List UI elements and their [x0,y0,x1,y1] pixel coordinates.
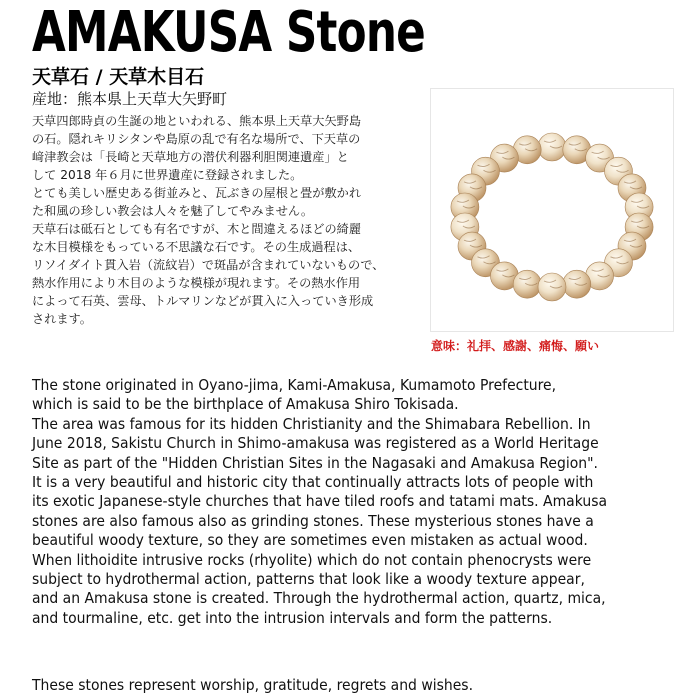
english-description [32,376,682,628]
jp-line: な木目模様をもっている不思議な石です。その生成過程は、 [32,240,361,254]
en-line: The stone originated in Oyano-jima, Kami-Amakusa, Kumamoto Prefecture, [32,376,557,394]
en-line: beautiful woody texture, so they are sometimes even mistaken as actual wood. [32,531,588,550]
jp-line: 熱水作用により木目のような模様が現れます。その熱水作用 [32,276,361,290]
english-closing: These stones represent worship, gratitude, regrets and wishes. [32,676,474,694]
en-line: and tourmaline, etc. get into the intrusion intervals and form the patterns. [32,608,553,627]
jp-line: リソイダイト貫入岩（流紋岩）で斑晶が含まれていないもので、 [32,258,385,272]
en-line: June 2018, Sakistu Church in Shimo-amakusa was registered as a World Heritage [32,434,599,453]
jp-line: によって石英、雲母、トルマリンなどが貫入に入っていき形成 [32,294,374,308]
jp-line: して 2018 年６月に世界遺産に登録されました。 [32,168,303,182]
en-line: The area was famous for its hidden Christianity and the Shimabara Rebellion. In [32,414,591,433]
en-line: which is said to be the birthplace of Amakusa Shiro Tokisada. [32,395,459,414]
jp-line: 天草四郎時貞の生誕の地といわれる、熊本県上天草大矢野島 [32,114,362,128]
origin-label: 産地：熊本県上天草大矢野町 [32,90,228,108]
jp-line: とても美しい歴史ある街並みと、瓦ぶきの屋根と畳が敷かれ [32,186,362,200]
bracelet-photo [430,88,674,332]
jp-line: されます。 [32,312,92,326]
jp-line: た和風の珍しい教会は人々を魅了してやみません。 [32,204,314,218]
page-title: AMAKUSA Stone [32,0,426,65]
jp-line: 天草石は砥石としても有名ですが、木と間違えるほどの綺麗 [32,222,362,236]
jp-line: の石。隠れキリシタンや島原の乱で有名な場所で、下天草の [32,132,361,146]
en-line: When lithoidite intrusive rocks (rhyolite) which do not contain phenocrysts were [32,550,592,569]
en-line: subject to hydrothermal action, patterns that look like a woody texture appear, [32,570,585,589]
en-line: Site as part of the "Hidden Christian Sites in the Nagasaki and Amakusa Region". [32,453,598,472]
en-line: its exotic Japanese-style churches that have tiled roofs and tatami mats. Amakusa [32,492,608,511]
japanese-subtitle: 天草石 / 天草木目石 [32,66,205,88]
meaning-label: 意味：礼拝、感謝、痛悔、願い [431,339,600,353]
bracelet-image [431,89,673,331]
en-line: It is a very beautiful and historic city that continually attracts lots of people with [32,473,594,492]
jp-line: 﨑津教会は「長崎と天草地方の潜伏利器利胆関連遺産」と [32,150,349,164]
japanese-description [32,112,422,328]
en-line: stones are also famous also as grinding stones. These mysterious stones have a [32,511,594,530]
en-line: and an Amakusa stone is created. Through the hydrothermal action, quartz, mica, [32,589,606,608]
